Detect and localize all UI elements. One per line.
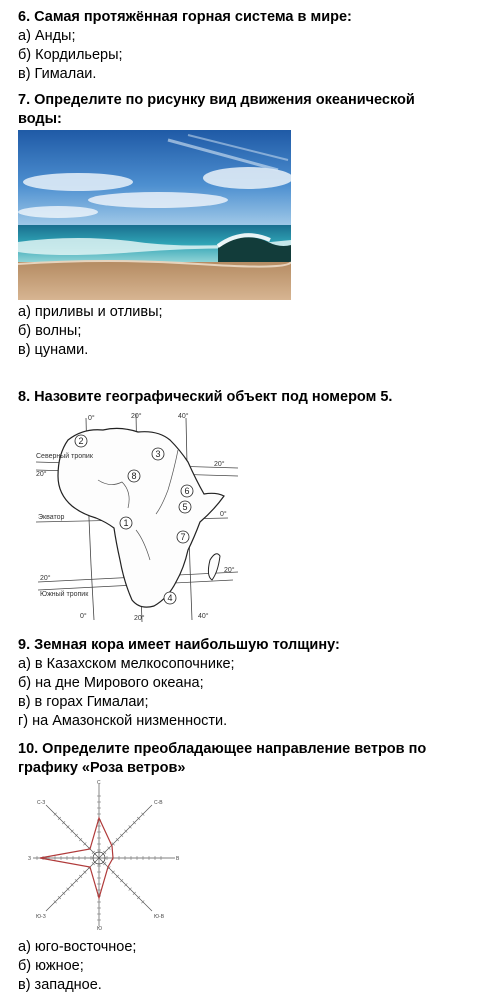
marker-6	[181, 485, 193, 497]
lat-label-right-2: 20°	[224, 567, 235, 574]
svg-text:5: 5	[182, 502, 188, 512]
marker-7	[177, 531, 189, 543]
q10-option-b[interactable]: б) южное;	[18, 958, 84, 974]
q10-option-a[interactable]: а) юго-восточное;	[18, 939, 137, 955]
q7-option-b[interactable]: б) волны;	[18, 323, 82, 339]
svg-text:2: 2	[78, 436, 84, 446]
q6-option-b[interactable]: б) Кордильеры;	[18, 47, 123, 63]
question-10-options	[18, 938, 488, 995]
equator-label: Экватор	[38, 514, 65, 521]
svg-text:1: 1	[123, 518, 129, 528]
question-9	[18, 636, 488, 731]
lon-label-bottom-0: 0°	[80, 613, 87, 620]
question-6-title: 6. Самая протяжённая горная система в мире:	[18, 9, 352, 25]
rose-label-se: Ю-В	[154, 914, 165, 920]
rose-label-ne: С-В	[154, 800, 163, 806]
svg-text:7: 7	[180, 532, 186, 542]
rose-label-n: С	[97, 780, 101, 786]
rose-label-s: Ю	[97, 926, 103, 930]
lon-label-40: 40°	[178, 413, 189, 420]
marker-2	[75, 435, 87, 447]
question-7-title-line2: воды:	[18, 111, 62, 127]
rose-label-w: З	[28, 856, 32, 862]
question-6	[18, 8, 488, 84]
svg-text:4: 4	[167, 593, 173, 603]
svg-text:6: 6	[184, 486, 190, 496]
question-10-title-line2: графику «Роза ветров»	[18, 760, 186, 776]
marker-8	[128, 470, 140, 482]
question-7	[18, 91, 488, 129]
rose-label-sw: Ю-З	[36, 914, 46, 920]
rose-label-nw: С-З	[37, 800, 46, 806]
ocean-wave-photo	[18, 130, 291, 300]
q9-option-a[interactable]: а) в Казахском мелкосопочнике;	[18, 656, 235, 672]
lon-label-bottom-40: 40°	[198, 613, 209, 620]
tropic-south-label: Южный тропик	[40, 591, 89, 598]
question-8-title: 8. Назовите географический объект под номером 5.	[18, 389, 393, 405]
marker-4	[164, 592, 176, 604]
lon-label-20: 20°	[131, 413, 142, 420]
q6-option-a[interactable]: а) Анды;	[18, 28, 76, 44]
question-7-title-line1: 7. Определите по рисунку вид движения океанической	[18, 92, 415, 108]
question-10	[18, 740, 488, 778]
question-9-title: 9. Земная кора имеет наибольшую толщину:	[18, 637, 340, 653]
question-10-title-line1: 10. Определите преобладающее направление ветров по	[18, 741, 427, 757]
rose-label-e: В	[176, 856, 180, 862]
question-7-options	[18, 303, 488, 360]
svg-text:3: 3	[155, 449, 161, 459]
wind-rose-chart	[28, 780, 183, 930]
q7-option-a[interactable]: а) приливы и отливы;	[18, 304, 163, 320]
marker-5	[179, 501, 191, 513]
q9-option-d[interactable]: г) на Амазонской низменности.	[18, 713, 228, 729]
q9-option-b[interactable]: б) на дне Мирового океана;	[18, 675, 204, 691]
lat-label-right-0: 0°	[220, 511, 227, 518]
lon-label-0: 0°	[88, 415, 95, 422]
lat-label-left-2: 20°	[40, 575, 51, 582]
q7-option-c[interactable]: в) цунами.	[18, 342, 89, 358]
lat-label-left-1: 20°	[36, 471, 47, 478]
lon-label-bottom-20: 20°	[134, 615, 145, 622]
marker-1	[120, 517, 132, 529]
africa-map	[28, 410, 250, 625]
question-8	[18, 388, 488, 407]
q9-option-c[interactable]: в) в горах Гималаи;	[18, 694, 149, 710]
lat-label-right-1: 20°	[214, 461, 225, 468]
svg-text:8: 8	[131, 471, 137, 481]
tropic-north-label: Северный тропик	[36, 453, 93, 460]
q10-option-c[interactable]: в) западное.	[18, 977, 102, 993]
q6-option-c[interactable]: в) Гималаи.	[18, 66, 97, 82]
marker-3	[152, 448, 164, 460]
